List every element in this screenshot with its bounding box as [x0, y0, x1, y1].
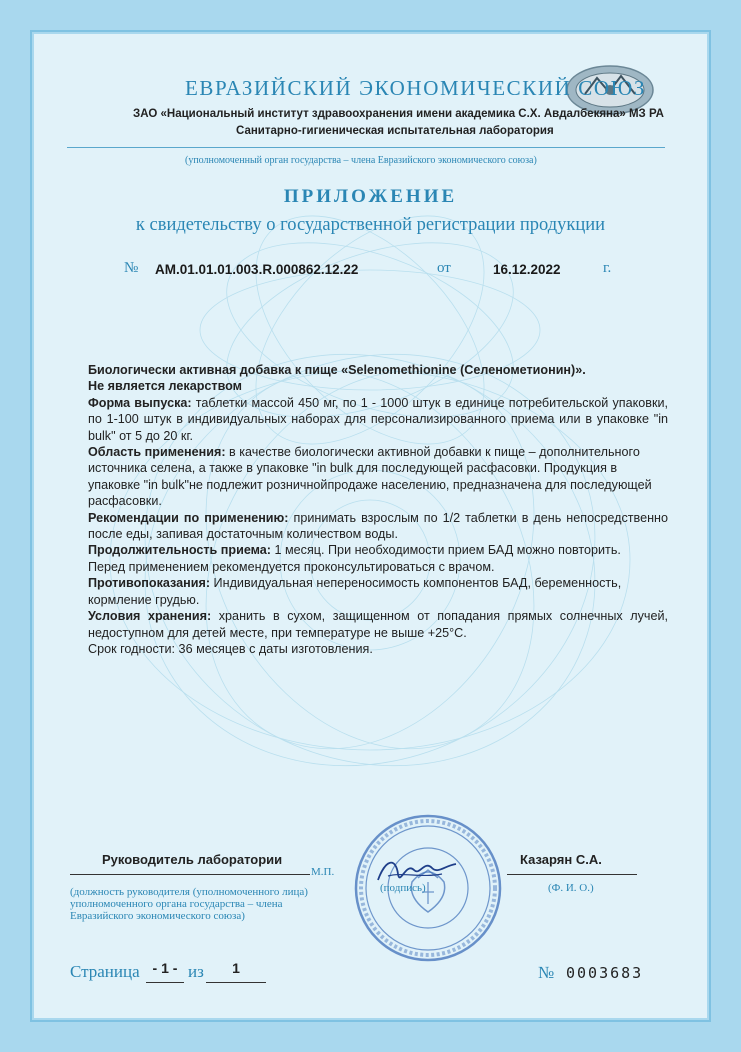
- year-suffix: г.: [603, 260, 612, 276]
- shelf-life: Срок годности: 36 месяцев с даты изготовления.: [88, 641, 373, 656]
- duration-label: Продолжительность приема:: [88, 543, 272, 558]
- name-underline: [507, 874, 637, 875]
- release-form-text: таблетки массой 450 мг, по 1 - 1000 штук в единице потребительской упаковки, по 1-100 штук в индивидуальных наборах для персонализированного приема или в упаковке "in bulk" от 5 до 20 кг.: [88, 395, 668, 443]
- scope: [88, 444, 668, 510]
- release-form: [88, 395, 668, 444]
- page-total: 1: [232, 960, 240, 976]
- serial-number: 0003683: [566, 964, 644, 982]
- union-title: ЕВРАЗИЙСКИЙ ЭКОНОМИЧЕСКИЙ СОЮЗ: [185, 76, 646, 100]
- recommendations: [88, 510, 668, 543]
- page-of-label: из: [188, 962, 204, 981]
- scope-label: Область применения:: [88, 445, 226, 460]
- stamp-place-label: М.П.: [311, 866, 335, 878]
- signer-name: Казарян С.А.: [520, 852, 602, 867]
- recommendations-text: принимать взрослым по 1/2 таблетки в день непосредственно после еды, запивая достаточным количеством воды.: [88, 510, 668, 542]
- document-title: ПРИЛОЖЕНИЕ: [283, 186, 458, 207]
- document-subtitle: к свидетельству о государственной регистрации продукции: [135, 215, 606, 235]
- name-caption: (Ф. И. О.): [548, 882, 594, 894]
- product-description: [88, 362, 668, 657]
- header-divider: [67, 147, 665, 148]
- page-label: Страница: [70, 962, 140, 981]
- role-underline: [70, 874, 310, 875]
- number-label: №: [124, 260, 139, 276]
- signer-role: Руководитель лаборатории: [102, 852, 283, 867]
- page-total-underline: [206, 982, 266, 983]
- contraindications-label: Противопоказания:: [88, 576, 211, 591]
- duration: [88, 542, 668, 558]
- scope-text: в качестве биологически активной добавки к пище – дополнительного источника селена, а также в упаковке "in bulk для последующей расфасовки. Продукция в упаковке "in bulk"не подлежит розничнойпродаже населению, предназначена для последующей расфасовки.: [88, 445, 652, 509]
- product-line: Биологически активная добавка к пище «Selenomethionine (Селенометионин)».: [88, 363, 586, 377]
- serial-label: №: [538, 963, 555, 982]
- not-medicine-note: Не является лекарством: [88, 379, 242, 394]
- recommendations-label: Рекомендации по применению:: [88, 510, 289, 525]
- date-label: от: [437, 260, 451, 276]
- contraindications: [88, 575, 668, 608]
- release-form-label: Форма выпуска:: [88, 395, 192, 410]
- storage-label: Условия хранения:: [88, 609, 212, 624]
- registration-date: 16.12.2022: [493, 262, 561, 277]
- consult-note: Перед применением рекомендуется проконсультироваться с врачом.: [88, 559, 495, 574]
- contraindications-text: Индивидуальная непереносимость компонентов БАД, беременность, кормление грудью.: [88, 576, 622, 607]
- storage-conditions: [88, 608, 668, 641]
- institute-name: ЗАО «Национальный институт здравоохранения имени академика С.Х. Авдалбекяна» МЗ РА: [133, 108, 664, 120]
- authorized-body-caption: (уполномоченный орган государства – члена Евразийского экономического союза): [185, 155, 537, 166]
- page-current-underline: [146, 982, 184, 983]
- registration-number: AM.01.01.01.003.R.000862.12.22: [155, 262, 359, 277]
- page-current: - 1 -: [152, 960, 178, 976]
- storage-text: хранить в сухом, защищенном от попадания прямых солнечных лучей, недоступном для детей месте, при температуре не выше +25°С.: [88, 609, 668, 640]
- position-caption: (должность руководителя (уполномоченного лица) уполномоченного органа государства – члена Евразийского экономического союза): [70, 886, 308, 922]
- laboratory-name: Санитарно-гигиеническая испытательная лаборатория: [236, 125, 554, 137]
- signature-caption: (подпись): [380, 882, 426, 894]
- duration-text: 1 месяц. При необходимости прием БАД можно повторить.: [271, 543, 621, 558]
